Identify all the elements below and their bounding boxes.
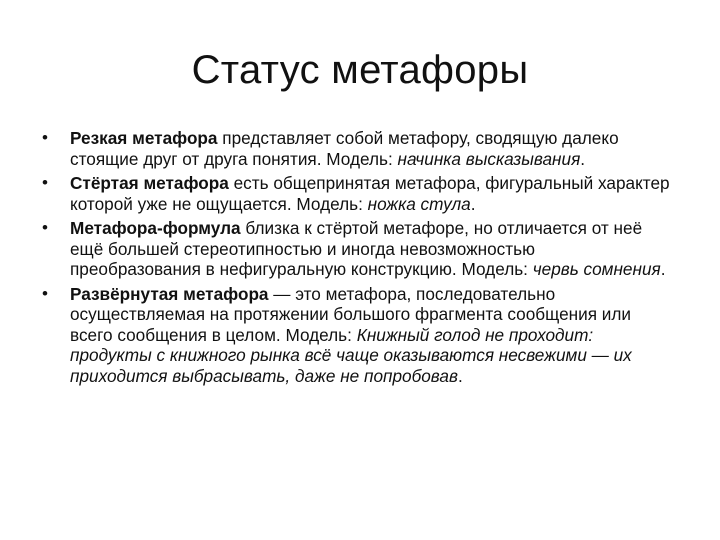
- bullet-text: близка к стёртой метафоре, но отличается от неё ещё большей стереотипностью и иногда невозможностью преобразования в нефигуральную конструкцию. Модель:: [70, 218, 643, 279]
- bullet-term: Метафора-формула: [70, 218, 241, 238]
- bullet-end: .: [660, 259, 666, 279]
- bullet-item-worn-metaphor: [38, 173, 670, 214]
- bullet-item-formula-metaphor: [38, 218, 670, 280]
- bullet-marker: •: [42, 173, 48, 192]
- bullet-text: представляет собой метафору, сводящую далеко стоящие друг от друга понятия. Модель:: [70, 128, 619, 169]
- bullet-marker: •: [42, 128, 48, 147]
- bullet-term: Стёртая метафора: [70, 173, 229, 193]
- bullet-example: Книжный голод не проходит: продукты с книжного рынка всё чаще оказываются несвежими — их приходится выбрасывать, даже не попробовав: [70, 324, 632, 386]
- bullet-text: — это метафора, последовательно осуществляемая на протяжении большого фрагмента сообщения или всего сообщения в целом. Модель:: [70, 283, 632, 345]
- bullet-term: Резкая метафора: [70, 128, 218, 148]
- bullet-end: .: [470, 193, 476, 214]
- slide-title: Статус метафоры: [191, 48, 529, 92]
- bullet-end: .: [580, 148, 586, 169]
- bullet-list: [38, 128, 670, 390]
- bullet-example: ножка стула: [367, 193, 471, 214]
- bullet-example: червь сомнения: [532, 259, 661, 279]
- bullet-text: есть общепринятая метафора, фигуральный характер которой уже не ощущается. Модель:: [70, 173, 670, 214]
- bullet-marker: •: [42, 218, 48, 237]
- bullet-item-extended-metaphor: [38, 284, 670, 387]
- bullet-item-sharp-metaphor: [38, 128, 670, 169]
- bullet-term: Развёрнутая метафора: [70, 283, 269, 304]
- bullet-end: .: [457, 365, 463, 386]
- bullet-marker: •: [42, 283, 48, 303]
- bullet-example: начинка высказывания: [397, 148, 581, 169]
